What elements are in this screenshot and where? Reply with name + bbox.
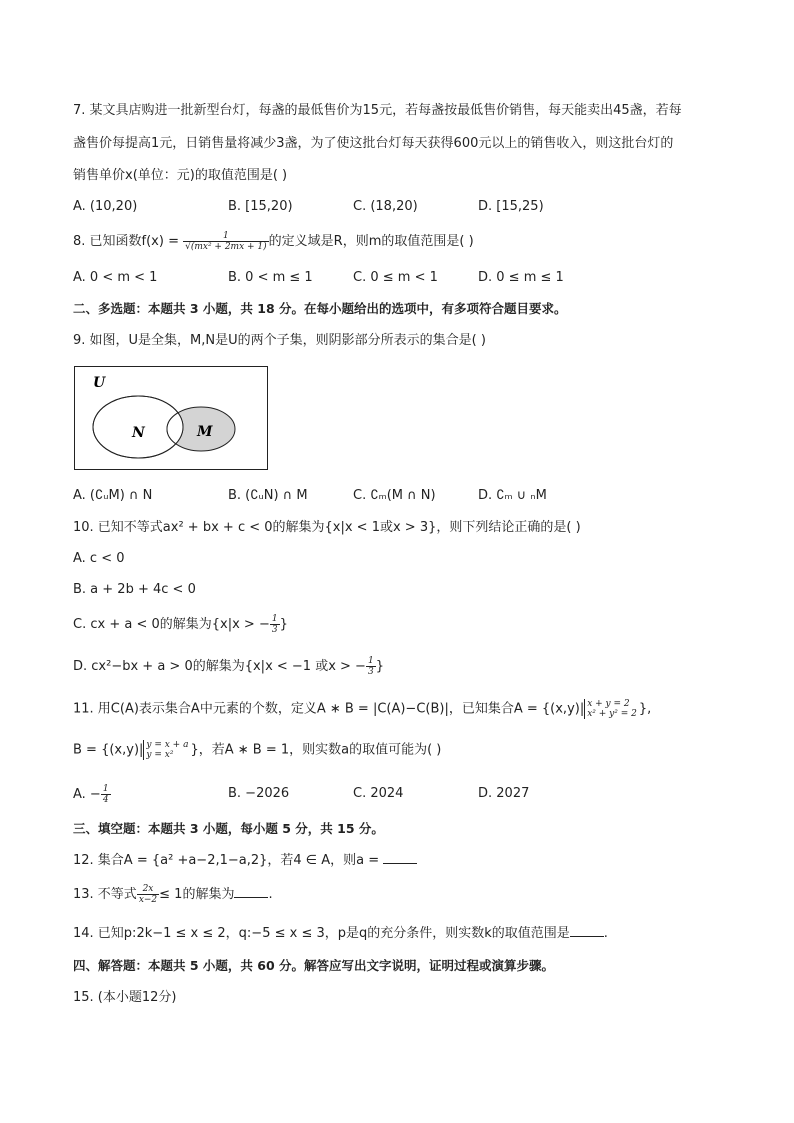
q10-option-a: A. c < 0 [73, 551, 125, 566]
q11-option-a-prefix: A. − [73, 787, 101, 802]
q7-option-d: D. [15,25) [478, 199, 544, 214]
q10-option-b: B. a + 2b + 4c < 0 [73, 582, 196, 597]
q10-c-prefix: C. cx + a < 0的解集为 [73, 617, 212, 632]
q10-option-c [73, 614, 288, 635]
venn-label-m: M [197, 424, 213, 440]
q13-line: 13. 不等式 $\frac{2x}{x-2}$ ≤ 1的解集为 . [73, 884, 273, 905]
q13-answer-blank [234, 885, 268, 898]
q8-option-a: A. 0 < m < 1 [73, 270, 158, 285]
q14-text: 14. 已知p:2k−1 ≤ x ≤ 2，q:−5 ≤ x ≤ 3，p是q的充分条件，则实数k的取值范围是 [73, 926, 570, 941]
q10-d-frac-den: 3 [367, 667, 374, 677]
q7-line-1: 7. 某文具店购进一批新型台灯，每盏的最低售价为15元，若每盏按最低售价销售，每天能卖出45盏，若每 [73, 103, 682, 118]
q8-option-d: D. 0 ≤ m ≤ 1 [478, 270, 564, 285]
q11-line-1-text: 11. 用C(A)表示集合A中元素的个数，定义A ∗ B = |C(A)−C(B)|，已知集合A = {(x,y)| [73, 701, 585, 717]
section-4-heading: 四、解答题：本题共 5 小题，共 60 分。解答应写出文字说明，证明过程或演算步骤。 [73, 958, 555, 973]
q13-frac-den: x−2 [138, 895, 158, 905]
q10-c-set-close: } [279, 617, 288, 632]
q11-system-b-eq1: y = x + a [146, 740, 189, 750]
q12-line [73, 851, 417, 871]
q10-option-d [73, 656, 384, 677]
q11-option-a-num: 1 [102, 784, 109, 794]
q8-stem [73, 231, 474, 252]
q13-suffix: ≤ 1的解集为 [159, 887, 235, 902]
q8-fraction [183, 231, 269, 252]
q7-option-c: C. (18,20) [353, 199, 418, 214]
q8-frac-num: 1 [183, 231, 269, 242]
q11-line-1-end: }, [638, 701, 652, 717]
q10-d-set-close: } [375, 659, 384, 674]
q11-system-b-eq2: y = x² [146, 750, 174, 760]
q9-option-d: D. ∁ₘ ∪ ₙM [478, 488, 547, 503]
q15-heading: 15. (本小题12分) [73, 990, 177, 1005]
q14-answer-blank [570, 924, 604, 937]
q12-text: 12. 集合A = {a² +a−2,1−a,2}，若4 ∈ A，则a = [73, 853, 380, 868]
q8-option-c: C. 0 ≤ m < 1 [353, 270, 438, 285]
q14-line: 14. 已知p:2k−1 ≤ x ≤ 2，q:−5 ≤ x ≤ 3，p是q的充分条件，则实数k的取值范围是 . [73, 926, 608, 941]
q10-c-fraction [270, 614, 280, 635]
q10-d-fraction [366, 656, 376, 677]
q11-line-1 [73, 699, 651, 720]
venn-diagram [73, 365, 269, 471]
q13-frac-num: 2x [137, 884, 159, 895]
q11-option-a-den: 4 [102, 795, 109, 805]
q8-suffix: 的定义域是R，则m的取值范围是( ) [268, 234, 474, 249]
section-3-heading: 三、填空题：本题共 3 小题，每小题 5 分，共 15 分。 [73, 821, 384, 836]
q11-option-a-fraction [101, 784, 111, 805]
q7-option-b: B. [15,20) [228, 199, 293, 214]
q12-answer-blank [383, 851, 417, 864]
q7-option-a: A. (10,20) [73, 199, 138, 214]
q9-option-a: A. (∁ᵤM) ∩ N [73, 488, 153, 503]
q11-system-a [584, 699, 639, 719]
q8-prefix: 8. 已知函数f(x) = [73, 234, 184, 249]
q9-option-b: B. (∁ᵤN) ∩ M [228, 488, 308, 503]
q11-line-2 [73, 740, 441, 761]
q11-system-a-eq1: x + y = 2 [587, 699, 630, 709]
q11-system-b [143, 740, 190, 760]
q10-d-frac-num: 1 [367, 656, 374, 666]
venn-label-u: U [93, 375, 106, 391]
q11-line-2-post: }，若A ∗ B = 1，则实数a的取值可能为( ) [190, 742, 442, 758]
q8-frac-den: √(mx² + 2mx + 1) [185, 242, 267, 252]
q10-c-set-open: {x|x > − [211, 617, 270, 632]
q11-line-2-pre: B = {(x,y)| [73, 742, 144, 758]
q9-option-c: C. ∁ₘ(M ∩ N) [353, 488, 436, 503]
q11-system-a-eq2: x² + y² = 2 [587, 709, 637, 719]
q11-option-c: C. 2024 [353, 786, 404, 801]
q13-fraction [137, 884, 159, 905]
q13-prefix: 13. 不等式 [73, 887, 137, 902]
venn-label-n: N [132, 425, 145, 441]
q11-option-a [73, 784, 111, 805]
q7-line-3: 销售单价x(单位：元)的取值范围是( ) [73, 168, 288, 183]
q11-option-b: B. −2026 [228, 786, 290, 801]
q8-option-b: B. 0 < m ≤ 1 [228, 270, 313, 285]
q9-stem: 9. 如图，U是全集，M,N是U的两个子集，则阴影部分所表示的集合是( ) [73, 333, 486, 348]
q10-d-set-open: {x|x < −1 或x > − [244, 659, 366, 674]
q10-d-prefix: D. cx²−bx + a > 0的解集为 [73, 659, 245, 674]
q7-line-2: 盏售价每提高1元，日销售量将减少3盏，为了使这批台灯每天获得600元以上的销售收入，则这批台灯的 [73, 136, 674, 151]
q11-option-d: D. 2027 [478, 786, 530, 801]
q10-stem: 10. 已知不等式ax² + bx + c < 0的解集为{x|x < 1或x > 3}，则下列结论正确的是( ) [73, 520, 581, 535]
q10-c-frac-num: 1 [271, 614, 278, 624]
q10-c-frac-den: 3 [271, 625, 278, 635]
section-2-heading: 二、多选题：本题共 3 小题，共 18 分。在每小题给出的选项中，有多项符合题目要求。 [73, 301, 567, 316]
